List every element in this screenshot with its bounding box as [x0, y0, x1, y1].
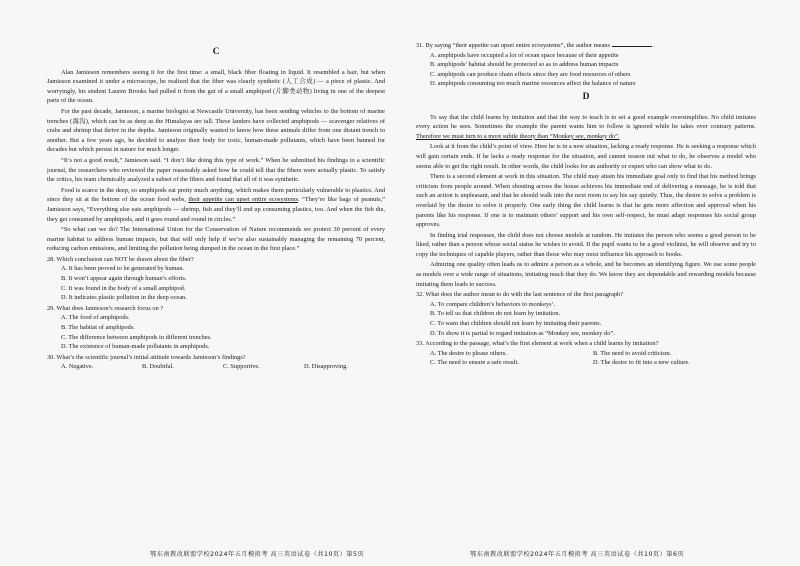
question-33-stem: 33. According to the passage, what’s the first element at work when a child learns by imitation?	[416, 340, 659, 348]
question-30-option-d[interactable]: D. Disapproving.	[304, 363, 348, 371]
question-30-option-b[interactable]: B. Doubtful.	[142, 363, 174, 371]
passage-c-paragraph-5: “So what can we do? The International Union for the Conservation of Nature recommends we protect 30 percent of every marine habitat to address human impacts, but that will only help if we’re also sustainably managing the remaining 70 percent, reducing carbon emissions, and limiting the pollution being dumped in the ocean in the first place.”	[47, 226, 385, 253]
paragraph-4-start: Food is scarce in the deep, so amphipods eat pretty much anything, which makes them particularly vulnerable to plastics. And since they sit at the bottom of the ocean food webs,	[47, 186, 385, 204]
question-28-stem: 28. Which conclusion can NOT be drawn about the fiber?	[47, 255, 194, 263]
question-33-option-a[interactable]: A. The desire to please others.	[430, 349, 507, 357]
question-33-option-c[interactable]: C. The need to ensure a safe result.	[430, 359, 519, 367]
passage-c-paragraph-3: “It’s not a good result,” Jamieson said. “I don’t like doing this type of work.” When he submitted his findings to a scientific journal, the researchers who reviewed the paper reasonably asked how he could tell that the fibers were actually plastic. To satisfy the critics, his team chemically analyzed a subset of the fibers and found that all of it was synthetic.	[47, 156, 385, 184]
question-29-stem: 29. What does Jamieson’s research focus on ?	[47, 304, 164, 312]
question-31-option-d[interactable]: D. amphipods consuming too much marine resources affect the balance of nature	[430, 80, 636, 88]
question-28-option-c[interactable]: C. It was found in the body of a small amphipod.	[61, 284, 186, 292]
question-30	[47, 353, 385, 372]
question-30-stem: 30. What’s the scientific journal’s initial attitude towards Jamieson’s findings?	[47, 353, 246, 361]
question-33	[416, 339, 756, 368]
question-31-end: .	[653, 42, 655, 49]
paragraph-4-tail: . “They’re like bags of peanuts,” Jamieson says, “Everything else eats amphipods — shrimp, fish and they’ll end up consuming plastics, too. And when the fish die, they get consumed by amphipods, and it goes round and round in circles.”	[47, 196, 385, 223]
right-page	[416, 0, 756, 566]
question-32-option-a[interactable]: A. To compare children’s behaviors to monkeys’.	[430, 300, 556, 308]
question-29-option-d[interactable]: D. The existence of human-made pollutants in amphipods.	[61, 343, 210, 351]
question-28-option-d[interactable]: D. It indicates plastic pollution in the deep ocean.	[61, 294, 187, 302]
question-30-option-c[interactable]: C. Supportive.	[223, 363, 260, 371]
left-page	[47, 0, 385, 566]
passage-c-paragraph-2: For the past decade, Jamieson, a marine biologist at Newcastle University, has been sending vehicles to the bottom of marine trenches (海沟), which can be as deep as the Himalayas are tall. These landers have collected amphipods — scavenger relatives of crabs and shrimp that thrive in the depths. Jamieson originally wanted to know how these animals differ from one distant trench to another. But a few years ago, he decided to analyze their body for toxic, human-made pollutants, which have been banned for decades but which persist in nature for much longer.	[47, 107, 385, 154]
paragraph-1-text: To say that the child learns by imitation and that the way to teach is to set a good example oversimplifies. No child imitates every action he sees. Sometimes the example the parent wants him to follow is ignored while he takes over contrary patterns.	[416, 113, 756, 131]
section-c-title: C	[212, 47, 220, 57]
question-30-options	[61, 362, 385, 372]
question-31-option-b[interactable]: B. amphipods’ habitat should be protected so as to address human impacts	[430, 61, 619, 69]
underlined-sentence: Therefore we must turn to a more subtle theory than “Monkey see, monkey do”.	[416, 132, 620, 140]
question-29-option-a[interactable]: A. The food of amphipods.	[61, 314, 130, 322]
section-d-title: D	[582, 91, 590, 102]
passage-d-paragraph-3: There is a second element at work in this situation. The child may attain his immediate goal only to find that his method brings criticism from people around. When shouting across the house achieves his immediate end of delivering a message, he is told that such an action is unpleasant, and that he should walk into the next room to say his say quietly. Thus, the desire to solve a problem is overlaid by the desire to solve it properly. One early thing the child learns is that he gets more affection and approval when his parents like his response. If one is to maintain others’ support and his own self-respect, he must adapt responses his social group approves.	[416, 173, 756, 229]
question-31-option-a[interactable]: A. amphipods have occupied a lot of ocean space because of their appetite	[430, 51, 619, 59]
passage-c-paragraph-4	[47, 186, 385, 224]
question-32-stem: 32. What does the author mean to do with the last sentence of the first paragraph?	[416, 291, 624, 299]
question-31-text: 31. By saying “their appetite can upset entire ecosystems”, the author means	[416, 42, 610, 49]
passage-d-paragraph-1	[416, 113, 756, 142]
question-32-option-c[interactable]: C. To warn that children should not learn by imitating their parents.	[430, 320, 602, 328]
question-29	[47, 304, 385, 352]
question-32-option-d[interactable]: D. To show it is partial to regard imitation as “Monkey see, monkey do”.	[430, 329, 615, 337]
question-28	[47, 255, 385, 303]
question-28-option-a[interactable]: A. It has been proved to be generated by human.	[61, 265, 185, 273]
question-31-option-c[interactable]: C. amphipods can produce chain effects since they are food resources of others	[430, 70, 631, 78]
question-31	[416, 41, 756, 89]
question-29-option-b[interactable]: B. The habitat of amphipods.	[61, 324, 135, 332]
question-31-stem	[416, 41, 756, 51]
passage-d-paragraph-5: Admiring one quality often leads us to admire a person as a whole, and he becomes an identifying figure. We use some people as models over a wide range of situations, imitating much that they do. We know they are dependable and rewarding models because imitating them leads to success.	[416, 261, 756, 288]
passage-d-paragraph-4: In finding trial responses, the child does not choose models at random. He imitates the person who seems a good person to be liked, rather than a person whose social status he wishes to avoid. If the pupil wants to be a good violinist, he will observe and try to copy the techniques of capable players, rather than those who may most influence his approach to books.	[416, 231, 756, 258]
question-32	[416, 290, 756, 338]
question-30-option-a[interactable]: A. Negative.	[61, 363, 94, 371]
question-28-option-b[interactable]: B. It won’t appear again through human’s efforts.	[61, 275, 187, 283]
page-footer-left: 鄂东南教改联盟学校2024年五月模拟考 高三英语试卷（共10页）第5页	[150, 551, 365, 558]
answer-blank[interactable]	[612, 46, 652, 47]
page-footer-right: 鄂东南教改联盟学校2024年五月模拟考 高三英语试卷（共10页）第6页	[470, 551, 685, 558]
question-32-option-b[interactable]: B. To tell us that children do not learn by imitation.	[430, 310, 561, 318]
passage-d-paragraph-2: Look at it from the child’s point of view. Here he is in a new situation, lacking a ready response. He is seeking a response which will gain certain ends. If he lacks a ready response for the situation, and cannot reason out what to do, he observes a model who seems able to get the right result. In other words, the child looks for an authority or expert who can show what to do.	[416, 143, 756, 170]
question-33-option-d[interactable]: D. The desire to fit into a new culture.	[593, 359, 690, 367]
question-33-option-b[interactable]: B. The need to avoid criticism.	[593, 349, 672, 357]
question-29-option-c[interactable]: C. The difference between amphipods in different trenches.	[61, 333, 212, 341]
underlined-phrase: their appetite can upset entire ecosystems	[188, 196, 298, 204]
passage-c-paragraph-1: Alan Jamieson remembers seeing it for the first time: a small, black fiber floating in liquid. It resembled a hair, but when Jamieson examined it under a microscope, he realized that the fiber was clearly synthetic (人工合成) — a piece of plastic. And worryingly, his student Lauren Brooks had pulled it from the gut of a small amphipod (片脚类动物) living in one of the deepest parts of the ocean.	[47, 68, 385, 105]
question-33-options	[430, 349, 756, 368]
